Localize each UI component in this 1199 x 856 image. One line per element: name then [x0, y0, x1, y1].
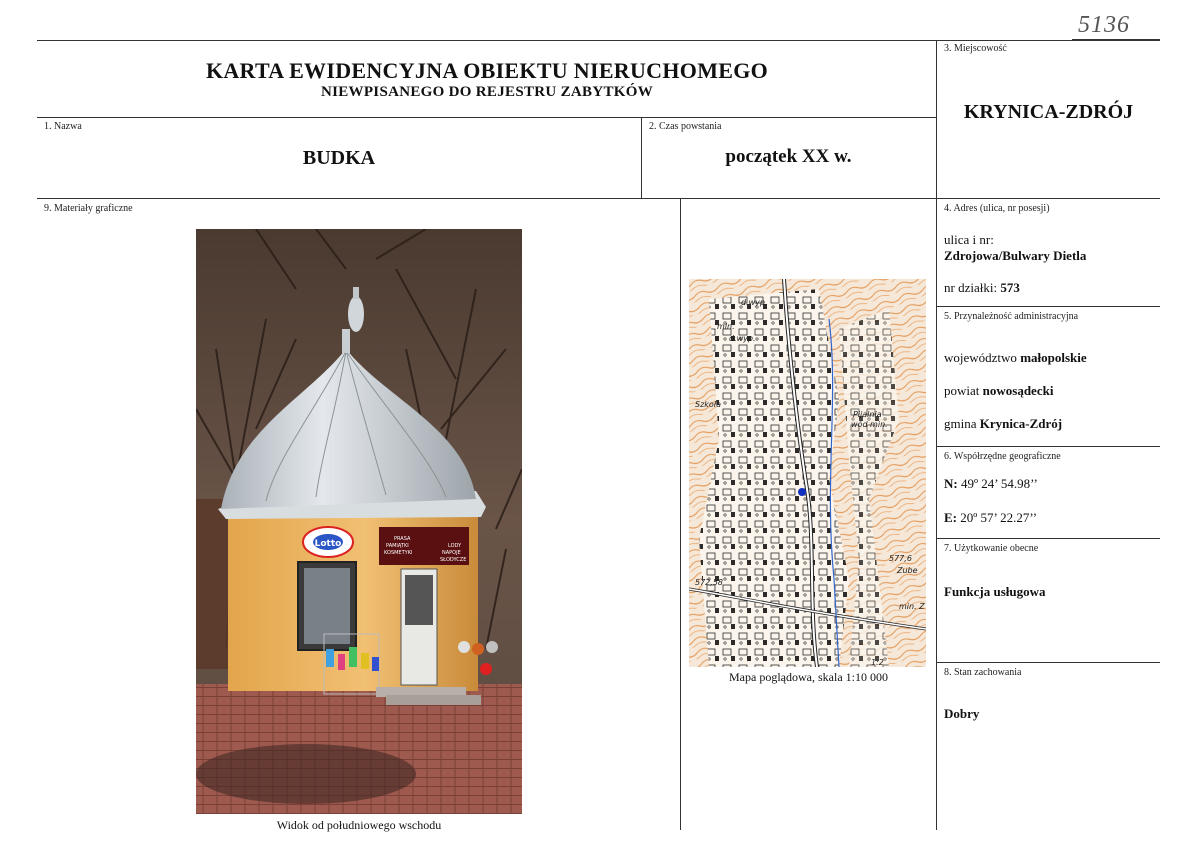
longitude-label: E: — [944, 510, 957, 525]
svg-text:PRASA: PRASA — [394, 536, 411, 542]
plot-row — [944, 280, 1020, 296]
svg-text:wód min.: wód min. — [851, 420, 888, 429]
address-bottom-line — [937, 306, 1160, 307]
county-value: nowosądecki — [982, 383, 1054, 398]
place-label: 3. Miejscowość — [944, 43, 1007, 54]
form-subtitle: NIEWPISANEGO DO REJESTRU ZABYTKÓW — [320, 84, 654, 100]
svg-text:KOSMETYKI: KOSMETYKI — [384, 550, 413, 556]
tree-shadow — [196, 744, 416, 804]
place-value: KRYNICA-ZDRÓJ — [963, 101, 1134, 123]
street-value: Zdrojowa/Bulwary Dietla — [944, 248, 1087, 263]
built-area — [699, 289, 849, 667]
overview-map — [689, 279, 926, 667]
county-row — [944, 383, 1053, 399]
name-value: BUDKA — [302, 147, 376, 169]
svg-text:d.wyp.: d.wyp. — [729, 334, 756, 343]
condition-label: 8. Stan zachowania — [944, 667, 1022, 678]
street-label: ulica i nr: — [944, 232, 994, 247]
usage-label: 7. Użytkowanie obecne — [944, 543, 1039, 554]
archive-number: 5136 — [1078, 12, 1130, 38]
condition-value: Dobry — [944, 706, 980, 721]
svg-text:Zube: Zube — [897, 566, 918, 575]
photo-caption: Widok od południowego wschodu — [276, 818, 442, 832]
voivodeship-row — [944, 350, 1087, 366]
svg-text:mln.: mln. — [717, 322, 735, 331]
county-label: powiat — [944, 383, 980, 398]
svg-text:SŁODYCZE: SŁODYCZE — [440, 557, 467, 563]
svg-text:Szkoła: Szkoła — [695, 400, 722, 409]
admin-label: 5. Przynależność administracyjna — [944, 311, 1079, 322]
commune-label: gmina — [944, 416, 977, 431]
name-label: 1. Nazwa — [44, 121, 82, 132]
map-caption: Mapa poglądowa, skala 1:10 000 — [729, 670, 888, 684]
dome-neck — [342, 329, 350, 353]
usage-bottom-line — [937, 662, 1160, 663]
coords-bottom-line — [937, 538, 1160, 539]
svg-text:d.wyp.: d.wyp. — [741, 298, 768, 307]
photo-map-divider — [680, 199, 681, 830]
svg-text:1:2: 1:2 — [871, 658, 884, 667]
voivodeship-value: małopolskie — [1020, 350, 1087, 365]
svg-text:577,6: 577,6 — [889, 554, 912, 563]
date-label: 2. Czas powstania — [649, 121, 722, 132]
form-top-line — [37, 40, 1160, 41]
kiosk-photo — [196, 229, 522, 814]
name-bottom-line — [37, 198, 1160, 199]
right-column-divider — [936, 40, 937, 830]
plot-value: 573 — [1000, 280, 1020, 295]
latitude-value: 49º 24’ 54.98’’ — [960, 476, 1038, 491]
commune-row — [944, 416, 1062, 432]
address-label: 4. Adres (ulica, nr posesji) — [944, 203, 1050, 214]
graphics-label: 9. Materiały graficzne — [44, 203, 133, 214]
longitude-row — [944, 510, 1037, 526]
header-bottom-line — [37, 117, 937, 118]
date-value: początek XX w. — [725, 146, 852, 167]
lotto-text: Lotto — [314, 539, 342, 549]
svg-text:Pijalnia: Pijalnia — [853, 410, 882, 419]
svg-text:NAPOJE: NAPOJE — [442, 550, 461, 556]
svg-text:LODY: LODY — [448, 543, 462, 549]
admin-bottom-line — [937, 446, 1160, 447]
svg-text:PAMIĄTKI: PAMIĄTKI — [386, 543, 409, 549]
location-marker — [798, 488, 806, 496]
longitude-value: 20º 57’ 22.27’’ — [960, 510, 1038, 525]
finial — [348, 296, 364, 332]
coords-label: 6. Współrzędne geograficzne — [944, 451, 1061, 462]
usage-value: Funkcja usługowa — [944, 584, 1046, 599]
latitude-row — [944, 476, 1038, 492]
form-title: KARTA EWIDENCYJNA OBIEKTU NIERUCHOMEGO — [205, 58, 769, 83]
latitude-label: N: — [944, 476, 958, 491]
svg-text:572,58: 572,58 — [695, 578, 723, 587]
plot-label: nr działki: — [944, 280, 998, 295]
commune-value: Krynica-Zdrój — [979, 416, 1063, 431]
svg-text:min. Z: min. Z — [899, 602, 925, 611]
voivodeship-label: województwo — [944, 350, 1017, 365]
